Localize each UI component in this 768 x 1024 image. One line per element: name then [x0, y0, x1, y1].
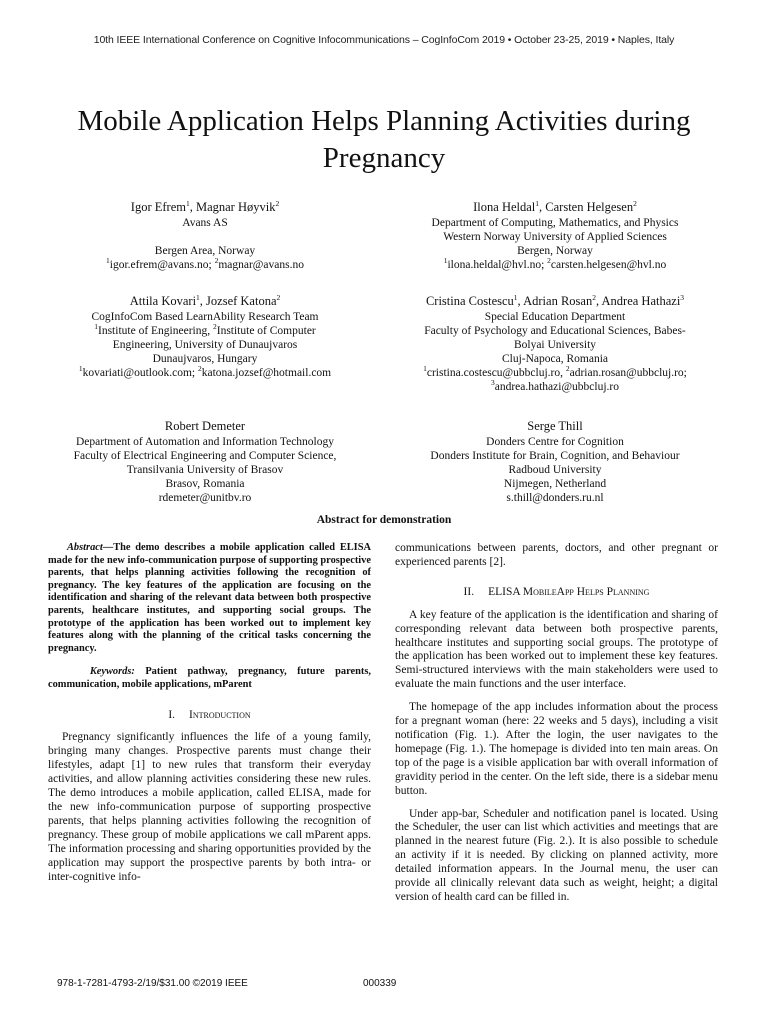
author-block-kovari-katona — [40, 294, 370, 380]
author-names: Igor Efrem$^1$, Magnar Høyvik$^2$ — [130, 198, 280, 214]
continued-paragraph: communications between parents, doctors, and other pregnant or experienced parents [2]. — [395, 542, 718, 568]
author-names: Attila Kovari$^1$, Jozsef Katona$^2$ — [129, 292, 281, 308]
affiliation: Engineering, University of Dunaujvaros — [112, 339, 298, 351]
page-number: 000339 — [363, 978, 397, 989]
keywords — [48, 666, 371, 691]
abstract-lead: Abstract — [67, 542, 103, 553]
section-heading-introduction: I. Introduction — [168, 708, 251, 721]
left-column — [48, 542, 371, 884]
affiliation: $^1$Institute of Engineering, $^2$Institute of Computer — [94, 322, 316, 337]
paper-title — [30, 103, 738, 177]
location: Brasov, Romania — [165, 478, 245, 490]
affiliation: Faculty of Electrical Engineering and Computer Science, — [73, 450, 337, 462]
author-names: Ilona Heldal$^1$, Carsten Helgesen$^2$ — [473, 198, 637, 214]
affiliation: Special Education Department — [484, 311, 626, 323]
location: Nijmegen, Netherland — [503, 478, 607, 490]
elisa-paragraph-1: A key feature of the application is the identification and sharing of corresponding relevant data between both prospective parents, healthcare institutes and supporting social groups. The prototype of the application has been worked out to implement these key features. Semi-structured interviews with the main stakeholders were used to evaluate the main functions and the user interface. — [395, 608, 718, 691]
author-names: Cristina Costescu$^1$, Adrian Rosan$^2$, Andrea Hathazi$^3$ — [425, 292, 685, 308]
author-emails: $^1$igor.efrem@avans.no; $^2$magnar@avans.no — [106, 256, 304, 271]
conference-header: 10th IEEE International Conference on Cognitive Infocommunications – CogInfoCom 2019 • October 23-25, 2019 • Naples, Italy — [93, 34, 675, 46]
location: Cluj-Napoca, Romania — [501, 353, 609, 365]
abstract — [48, 542, 371, 655]
title-line-2: Pregnancy — [322, 142, 446, 174]
keywords-text: Patient pathway, pregnancy, future parents, communication, mobile applications, mParent — [48, 666, 372, 690]
author-email: rdemeter@unitbv.ro — [158, 492, 252, 504]
affiliation: Western Norway University of Applied Sciences — [443, 231, 667, 243]
abstract-text: —The demo describes a mobile application called ELISA made for the new info-communication purpose of supporting prospective parents, that helps planning activities following the recognition of pregnancy. The key features of the application are focusing on the identification and sharing of the relevant data between both prospective parents, healthcare institutes, and supporting social groups. The prototype of the application has been worked out to implement key features along with the planning of the critical tasks concerning the pregnancy. — [48, 542, 372, 654]
affiliation: Transilvania University of Brasov — [126, 464, 284, 476]
introduction-paragraph: Pregnancy significantly influences the life of a young family, bringing many changes. Prospective parents must change their lifestyles, adapt [1] to new rules that transform their everyday activities, and allow planning activities considering these new rules. The demo introduces a mobile application, called ELISA, made for the new info-communication purpose of supporting prospective parents, that helps planning activities following the recognition of pregnancy. These group of mobile applications we call mParent apps. The information processing and sharing opportunities provided by the application may support the prospective parents by both intra- or inter-cognitive info- — [48, 731, 371, 883]
abstract-for-demonstration-heading: Abstract for demonstration — [316, 514, 452, 526]
affiliation: Donders Institute for Brain, Cognition, and Behaviour — [430, 450, 680, 462]
author-block-demeter — [40, 419, 370, 505]
author-block-efrem-hoyvik — [40, 200, 370, 272]
location: Bergen, Norway — [517, 245, 593, 257]
author-block-costescu-rosan-hathazi — [390, 294, 720, 394]
author-emails: $^3$andrea.hathazi@ubbcluj.ro — [490, 378, 619, 393]
author-email: s.thill@donders.ru.nl — [506, 492, 604, 504]
author-name: Robert Demeter — [164, 419, 246, 433]
right-column — [395, 542, 718, 905]
affiliation: Faculty of Psychology and Educational Sciences, Babes- — [424, 325, 686, 337]
elisa-paragraph-2: The homepage of the app includes information about the process for a pregnant woman (here: 22 weeks and 5 days), including a visit notification (Fig. 1.). After the login, the user navigates to the homepage (Fig. 1.). The homepage is divided into ten main areas. On top of the page is a visible application bar with overall information of gravidity period in the center. On the left side, there is a sidebar menu button. — [395, 701, 718, 797]
author-emails: $^1$kovariati@outlook.com; $^2$katona.jozsef@hotmail.com — [78, 364, 332, 379]
location: Bergen Area, Norway — [154, 245, 256, 257]
title-line-1: Mobile Application Helps Planning Activities during — [77, 105, 691, 137]
affiliation: Department of Computing, Mathematics, and Physics — [431, 217, 679, 229]
author-block-thill — [390, 419, 720, 505]
author-name: Serge Thill — [527, 419, 583, 433]
affiliation: Bolyai University — [513, 339, 597, 351]
affiliation: Radboud University — [508, 464, 602, 476]
affiliation: Avans AS — [182, 217, 228, 229]
affiliation: CogInfoCom Based LearnAbility Research Team — [91, 311, 319, 323]
elisa-paragraph-3: Under app-bar, Scheduler and notification panel is located. Using the Scheduler, the user can list which activities and meetings that are planned in the nearest future (Fig. 2.). It is also possible to schedule an activity if it is needed. By clicking on planned activity, more detailed information appears. In the Journal menu, the user can provide all clinically relevant data such as weight, height; a digital version of health card can be filled in. — [395, 807, 718, 903]
affiliation: Department of Automation and Information Technology — [76, 436, 334, 448]
author-emails: $^1$cristina.costescu@ubbcluj.ro, $^2$adrian.rosan@ubbcluj.ro; — [423, 364, 687, 379]
author-emails: $^1$ilona.heldal@hvl.no; $^2$carsten.helgesen@hvl.no — [443, 256, 667, 271]
location: Dunaujvaros, Hungary — [152, 353, 258, 365]
footer-isbn: 978-1-7281-4793-2/19/$31.00 ©2019 IEEE — [57, 978, 248, 989]
affiliation: Donders Centre for Cognition — [486, 436, 624, 448]
section-heading-elisa: II. ELISA MobileApp Helps Planning — [463, 585, 650, 598]
keywords-lead: Keywords: — [89, 666, 135, 678]
author-block-heldal-helgesen — [390, 200, 720, 272]
